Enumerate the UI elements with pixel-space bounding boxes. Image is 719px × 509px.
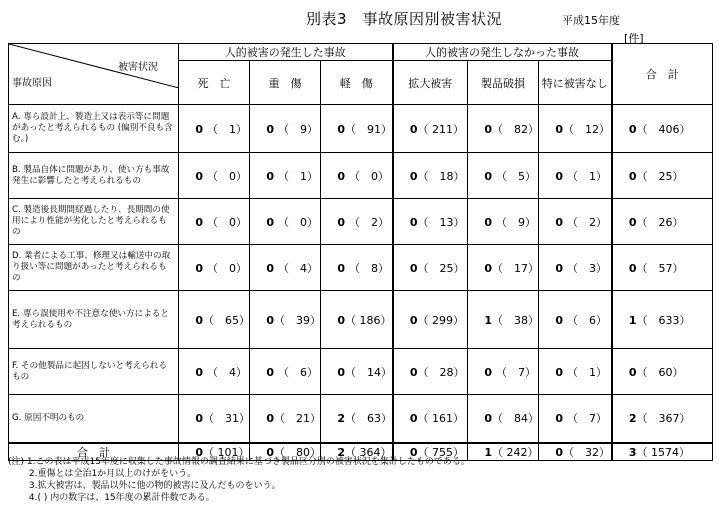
count-value: 0 xyxy=(409,261,418,275)
cumulative-value: （ 211） xyxy=(417,122,465,136)
count-value: 0 xyxy=(555,365,564,379)
cumulative-value: （ 17） xyxy=(492,261,540,275)
count-value: 0 xyxy=(337,169,345,183)
table-cell xyxy=(179,105,250,153)
cumulative-value: （ 5） xyxy=(496,169,537,183)
column-header: 重 傷 xyxy=(250,61,321,105)
count-value: 0 xyxy=(628,122,637,136)
cumulative-value: （ 186） xyxy=(345,313,392,327)
table-cell xyxy=(250,245,321,291)
count-value: 0 xyxy=(195,412,203,426)
table-cell xyxy=(321,349,393,395)
cumulative-value: （ 13） xyxy=(417,215,465,229)
count-value: 0 xyxy=(195,313,203,327)
table-row xyxy=(9,395,713,443)
count-value: 0 xyxy=(409,365,418,379)
table-cell xyxy=(468,245,539,291)
count-value: 0 xyxy=(409,313,418,327)
count-value: 0 xyxy=(266,261,274,275)
column-header: 軽 傷 xyxy=(321,61,393,105)
cumulative-value: （ 6） xyxy=(278,365,318,379)
table-cell xyxy=(179,245,250,291)
cumulative-value: （ 3） xyxy=(567,261,608,275)
count-value: 0 xyxy=(409,412,418,426)
table-cell xyxy=(612,199,713,245)
table-cell xyxy=(179,395,250,443)
count-value: 0 xyxy=(484,261,493,275)
cumulative-value: （ 0） xyxy=(349,169,389,183)
table-cell xyxy=(539,153,612,199)
count-value: 0 xyxy=(409,215,418,229)
cumulative-value: （ 242） xyxy=(492,445,539,459)
table-row xyxy=(9,245,713,291)
count-value: 3 xyxy=(628,445,637,459)
table-cell xyxy=(468,443,539,461)
cumulative-value: （ 28） xyxy=(417,365,465,379)
table-cell xyxy=(393,291,468,349)
cumulative-value: （ 1） xyxy=(278,169,318,183)
cumulative-value: （ 32） xyxy=(563,445,611,459)
table-cell xyxy=(250,349,321,395)
corner-header-cell xyxy=(9,44,179,105)
table-row xyxy=(9,153,713,199)
count-value: 0 xyxy=(484,365,493,379)
footnote-line: (注) 1.この表は平成15年度に収集した事故情報の調査結果に基づき製品区分別の被害状況を集計したものである。 xyxy=(8,457,470,467)
cumulative-value: （ 84） xyxy=(492,412,540,426)
table-cell xyxy=(539,395,612,443)
table-cell xyxy=(612,291,713,349)
cumulative-value: （ 91） xyxy=(345,122,392,136)
cumulative-value: （ 7） xyxy=(496,365,537,379)
fiscal-year: 平成15年度 xyxy=(562,14,620,27)
cumulative-value: （ 364） xyxy=(345,445,392,459)
table-row xyxy=(9,349,713,395)
count-value: 0 xyxy=(266,412,274,426)
table-cell xyxy=(612,349,713,395)
cumulative-value: （ 0） xyxy=(207,215,247,229)
count-value: 0 xyxy=(266,215,274,229)
table-cell xyxy=(612,153,713,199)
footnote-line: 2.重傷とは全治1か月以上のけがをいう。 xyxy=(8,469,197,479)
footnote-line: 4.( ) 内の数字は、15年度の累計件数である。 xyxy=(8,493,215,503)
count-value: 0 xyxy=(337,261,345,275)
count-value: 0 xyxy=(409,445,418,459)
count-value: 2 xyxy=(628,412,637,426)
cumulative-value: （ 7） xyxy=(567,412,608,426)
cause-label: A. 専ら設計上、製造上又は表示等に問題があったと考えられるもの (偏別不良も含む。) xyxy=(9,105,179,153)
table-cell xyxy=(321,245,393,291)
count-value: 0 xyxy=(409,122,418,136)
accident-cause-label: 事故原因 xyxy=(12,78,52,89)
cumulative-value: （ 1） xyxy=(567,169,608,183)
table-cell xyxy=(393,395,468,443)
count-value: 0 xyxy=(195,215,203,229)
total-header: 合 計 xyxy=(612,44,713,105)
count-value: 0 xyxy=(337,313,345,327)
cause-label: E. 専ら誤使用や不注意な使い方によると考えられるもの xyxy=(9,291,179,349)
cumulative-value: （ 9） xyxy=(496,215,537,229)
count-value: 0 xyxy=(266,365,274,379)
count-value: 0 xyxy=(555,445,564,459)
table-cell xyxy=(468,291,539,349)
count-value: 0 xyxy=(484,122,493,136)
cumulative-value: （ 2） xyxy=(349,215,389,229)
count-value: 1 xyxy=(484,313,493,327)
column-header: 拡大被害 xyxy=(393,61,468,105)
damage-status-label: 被害状況 xyxy=(118,62,158,73)
group-header-noharm: 人的被害の発生しなかった事故 xyxy=(393,44,612,61)
count-value: 0 xyxy=(337,365,345,379)
table-cell xyxy=(393,349,468,395)
table-cell xyxy=(468,349,539,395)
cumulative-value: （ 0） xyxy=(207,261,247,275)
table-cell xyxy=(321,395,393,443)
count-value: 0 xyxy=(555,313,564,327)
count-value: 0 xyxy=(266,169,274,183)
count-value: 0 xyxy=(484,412,493,426)
cumulative-value: （ 406） xyxy=(636,122,691,136)
cumulative-value: （ 6） xyxy=(567,313,608,327)
count-value: 0 xyxy=(628,215,637,229)
table-cell xyxy=(539,199,612,245)
count-value: 1 xyxy=(484,445,493,459)
cause-label: G. 原因不明のもの xyxy=(9,395,179,443)
cumulative-value: （ 31） xyxy=(203,412,250,426)
table-cell xyxy=(321,291,393,349)
count-value: 0 xyxy=(628,261,637,275)
table-row xyxy=(9,199,713,245)
table-cell xyxy=(250,395,321,443)
count-value: 2 xyxy=(337,412,345,426)
table-cell xyxy=(539,349,612,395)
table-cell xyxy=(179,199,250,245)
count-value: 0 xyxy=(266,122,274,136)
table-cell xyxy=(393,153,468,199)
footnote-line: 3.拡大被害は、製品以外に他の物的被害に及んだものをいう。 xyxy=(8,481,281,491)
column-header: 製品破損 xyxy=(468,61,539,105)
count-value: 0 xyxy=(555,169,564,183)
cumulative-value: （ 60） xyxy=(636,365,684,379)
table-cell xyxy=(179,153,250,199)
cumulative-value: （ 1） xyxy=(567,365,608,379)
cumulative-value: （ 38） xyxy=(492,313,540,327)
count-value: 2 xyxy=(337,445,345,459)
cumulative-value: （ 755） xyxy=(417,445,465,459)
count-value: 0 xyxy=(195,365,203,379)
table-cell xyxy=(179,349,250,395)
count-value: 0 xyxy=(195,169,203,183)
cumulative-value: （ 633） xyxy=(636,313,691,327)
table-cell xyxy=(250,153,321,199)
page-title: 別表3 事故原因別被害状況 xyxy=(306,10,503,28)
count-value: 0 xyxy=(555,412,564,426)
table-cell xyxy=(539,105,612,153)
table-cell xyxy=(250,291,321,349)
cumulative-value: （ 0） xyxy=(278,215,318,229)
unit-label: [件] xyxy=(624,32,644,45)
group-header-harm: 人的被害の発生した事故 xyxy=(179,44,393,61)
count-value: 0 xyxy=(266,313,274,327)
cumulative-value: （ 21） xyxy=(274,412,321,426)
cumulative-value: （ 1574） xyxy=(636,445,691,459)
table-cell xyxy=(250,105,321,153)
count-value: 0 xyxy=(266,445,274,459)
cause-label: F. その他製品に起因しないと考えられるもの xyxy=(9,349,179,395)
count-value: 1 xyxy=(628,313,637,327)
table-cell xyxy=(539,443,612,461)
count-value: 0 xyxy=(484,215,493,229)
cumulative-value: （ 63） xyxy=(345,412,392,426)
table-cell xyxy=(250,199,321,245)
cumulative-value: （ 299） xyxy=(417,313,465,327)
cumulative-value: （ 39） xyxy=(274,313,321,327)
cumulative-value: （ 9） xyxy=(278,122,318,136)
count-value: 0 xyxy=(555,215,564,229)
cause-label: C. 製造後長期間経過したり、長期間の使用により性能が劣化したと考えられるもの xyxy=(9,199,179,245)
count-value: 0 xyxy=(555,261,564,275)
cumulative-value: （ 25） xyxy=(636,169,684,183)
accident-cause-table xyxy=(8,43,713,461)
column-header: 特に被害なし xyxy=(539,61,612,105)
table-cell xyxy=(539,291,612,349)
table-cell xyxy=(468,199,539,245)
table-cell xyxy=(321,199,393,245)
cumulative-value: （ 12） xyxy=(563,122,611,136)
column-header: 死 亡 xyxy=(179,61,250,105)
table-cell xyxy=(468,395,539,443)
table-row xyxy=(9,105,713,153)
cumulative-value: （ 161） xyxy=(417,412,465,426)
cause-label: B. 製品自体に問題があり、使い方も事故発生に影響したと考えられるもの xyxy=(9,153,179,199)
table-cell xyxy=(393,105,468,153)
cumulative-value: （ 14） xyxy=(345,365,392,379)
cumulative-value: （ 80） xyxy=(274,445,321,459)
table-cell xyxy=(539,245,612,291)
table-cell xyxy=(321,153,393,199)
table-cell xyxy=(612,395,713,443)
total-row-label: 合 計 xyxy=(9,443,179,461)
cumulative-value: （ 4） xyxy=(278,261,318,275)
cumulative-value: （ 25） xyxy=(417,261,465,275)
footnotes xyxy=(8,456,470,504)
table-cell xyxy=(179,291,250,349)
count-value: 0 xyxy=(484,169,493,183)
table-cell xyxy=(612,105,713,153)
table-cell xyxy=(612,245,713,291)
cumulative-value: （ 0） xyxy=(207,169,247,183)
table-cell xyxy=(393,199,468,245)
table-cell xyxy=(468,105,539,153)
cumulative-value: （ 18） xyxy=(417,169,465,183)
cumulative-value: （ 101） xyxy=(203,445,250,459)
cumulative-value: （ 1） xyxy=(207,122,247,136)
cumulative-value: （ 57） xyxy=(636,261,684,275)
cumulative-value: （ 367） xyxy=(636,412,691,426)
cumulative-value: （ 26） xyxy=(636,215,684,229)
count-value: 0 xyxy=(628,365,637,379)
table-cell xyxy=(612,443,713,461)
table-cell xyxy=(321,105,393,153)
count-value: 0 xyxy=(195,445,203,459)
cumulative-value: （ 4） xyxy=(207,365,247,379)
count-value: 0 xyxy=(195,261,203,275)
cause-label: D. 業者による工事、修理又は輸送中の取り扱い等に問題があったと考えられるもの xyxy=(9,245,179,291)
cumulative-value: （ 2） xyxy=(567,215,608,229)
cumulative-value: （ 65） xyxy=(203,313,250,327)
table-cell xyxy=(468,153,539,199)
cumulative-value: （ 82） xyxy=(492,122,540,136)
count-value: 0 xyxy=(628,169,637,183)
count-value: 0 xyxy=(409,169,418,183)
count-value: 0 xyxy=(555,122,564,136)
cumulative-value: （ 8） xyxy=(349,261,389,275)
count-value: 0 xyxy=(337,215,345,229)
count-value: 0 xyxy=(337,122,345,136)
table-row xyxy=(9,291,713,349)
count-value: 0 xyxy=(195,122,203,136)
table-cell xyxy=(393,245,468,291)
